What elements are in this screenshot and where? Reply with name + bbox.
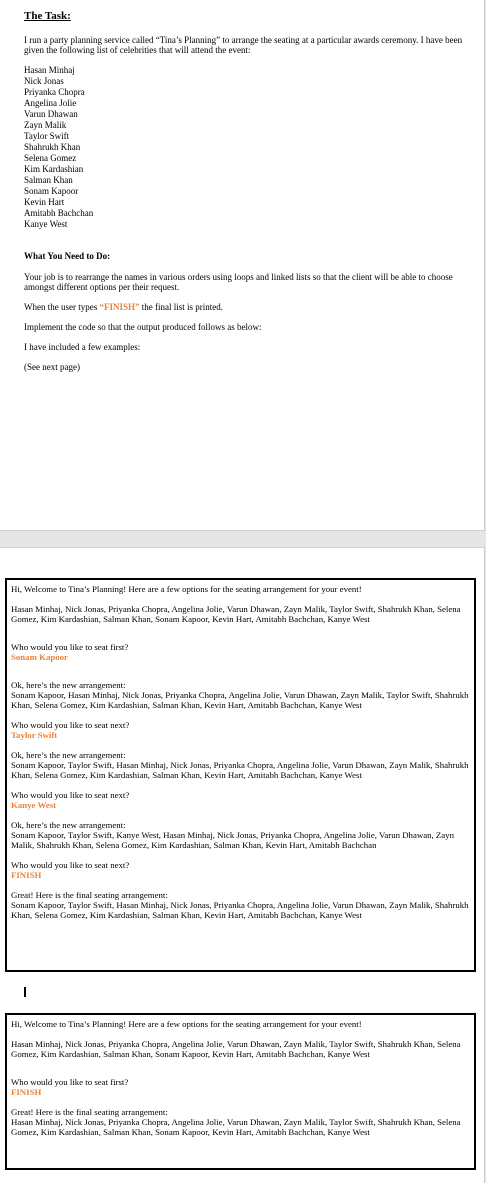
- examples-paragraph: I have included a few examples:: [24, 342, 141, 352]
- prompt-next: Who would you like to seat next?: [11, 860, 130, 870]
- see-next-page-note: (See next page): [24, 362, 80, 372]
- list-item: Sonam Kapoor: [24, 186, 79, 196]
- arrangement-label: Ok, here’s the new arrangement:: [11, 820, 126, 830]
- list-item: Varun Dhawan: [24, 109, 78, 119]
- list-item: Kevin Hart: [24, 197, 65, 207]
- intro-paragraph: I run a party planning service called “Tina’s Planning” to arrange the seating at a particular awards ceremony. I have been given the following list of celebrities that will attend the event:: [24, 35, 463, 55]
- arrangement-list: Sonam Kapoor, Taylor Swift, Kanye West, Hasan Minhaj, Nick Jonas, Priyanka Chopra, Angelina Jolie, Varun Dhawan, Zayn Malik, Shahrukh Khan, Selena Gomez, Kim Kardashian, Salman Khan, Kevin Hart, Amitabh Bachchan: [11, 830, 454, 850]
- list-item: Taylor Swift: [24, 131, 70, 141]
- user-input: Taylor Swift: [11, 730, 58, 740]
- job-paragraph: Your job is to rearrange the names in various orders using loops and linked lists so that the client will be able to choose amongst different options per their request.: [24, 272, 453, 292]
- list-item: Kim Kardashian: [24, 164, 84, 174]
- finish-paragraph: [24, 302, 464, 312]
- finish-text-pre: When the user types: [24, 302, 100, 312]
- list-item: Hasan Minhaj: [24, 65, 75, 75]
- list-item: Shahrukh Khan: [24, 142, 81, 152]
- text-cursor: [24, 987, 26, 997]
- user-input: Kanye West: [11, 800, 57, 810]
- prompt-first: Who would you like to seat first?: [11, 642, 129, 652]
- arrangement-list: Sonam Kapoor, Hasan Minhaj, Nick Jonas, Priyanka Chopra, Angelina Jolie, Varun Dhawan, Zayn Malik, Taylor Swift, Shahrukh Khan, Selena Gomez, Kim Kardashian, Salman Khan, Kevin Hart, Amitabh Bachchan, Kanye West: [11, 690, 469, 710]
- initial-list: Hasan Minhaj, Nick Jonas, Priyanka Chopra, Angelina Jolie, Varun Dhawan, Zayn Malik, Taylor Swift, Shahrukh Khan, Selena Gomez, Kim Kardashian, Salman Khan, Sonam Kapoor, Kevin Hart, Amitabh Bachchan, Kanye West: [11, 604, 461, 624]
- document-page-1: [0, 0, 485, 531]
- list-item: Selena Gomez: [24, 153, 77, 163]
- initial-list: Hasan Minhaj, Nick Jonas, Priyanka Chopra, Angelina Jolie, Varun Dhawan, Zayn Malik, Taylor Swift, Shahrukh Khan, Selena Gomez, Kim Kardashian, Salman Khan, Sonam Kapoor, Kevin Hart, Amitabh Bachchan, Kanye West: [11, 1039, 461, 1059]
- finish-text-post: the final list is printed.: [139, 302, 223, 312]
- list-item: Amitabh Bachchan: [24, 208, 94, 218]
- user-input: FINISH: [11, 870, 42, 880]
- task-title: The Task:: [24, 10, 71, 22]
- example-output-2: [5, 1013, 476, 1170]
- list-item: Zayn Malik: [24, 120, 67, 130]
- list-item: Priyanka Chopra: [24, 87, 85, 97]
- welcome-message: Hi, Welcome to Tina’s Planning! Here are a few options for the seating arrangement for your event!: [11, 584, 362, 594]
- final-list: Sonam Kapoor, Taylor Swift, Hasan Minhaj, Nick Jonas, Priyanka Chopra, Angelina Jolie, Varun Dhawan, Zayn Malik, Shahrukh Khan, Selena Gomez, Kim Kardashian, Salman Khan, Kevin Hart, Amitabh Bachchan, Kanye West: [11, 900, 469, 920]
- page-1-content: [24, 10, 464, 372]
- celebrity-list: [24, 65, 464, 230]
- final-label: Great! Here is the final seating arrangement:: [11, 890, 168, 900]
- finish-keyword: “FINISH”: [99, 302, 140, 312]
- section-heading: What You Need to Do:: [24, 251, 111, 261]
- prompt-first: Who would you like to seat first?: [11, 1077, 129, 1087]
- list-item: Kanye West: [24, 219, 68, 229]
- list-item: Nick Jonas: [24, 76, 64, 86]
- list-item: Angelina Jolie: [24, 98, 77, 108]
- final-list: Hasan Minhaj, Nick Jonas, Priyanka Chopra, Angelina Jolie, Varun Dhawan, Zayn Malik, Taylor Swift, Shahrukh Khan, Selena Gomez, Kim Kardashian, Salman Khan, Sonam Kapoor, Kevin Hart, Amitabh Bachchan, Kanye West: [11, 1117, 461, 1137]
- user-input: FINISH: [11, 1087, 42, 1097]
- implement-paragraph: Implement the code so that the output produced follows as below:: [24, 322, 262, 332]
- arrangement-list: Sonam Kapoor, Taylor Swift, Hasan Minhaj, Nick Jonas, Priyanka Chopra, Angelina Jolie, Varun Dhawan, Zayn Malik, Shahrukh Khan, Selena Gomez, Kim Kardashian, Salman Khan, Kevin Hart, Amitabh Bachchan, Kanye West: [11, 760, 469, 780]
- welcome-message: Hi, Welcome to Tina’s Planning! Here are a few options for the seating arrangement for your event!: [11, 1019, 362, 1029]
- arrangement-label: Ok, here’s the new arrangement:: [11, 750, 126, 760]
- prompt-next: Who would you like to seat next?: [11, 790, 130, 800]
- user-input: Sonam Kapoor: [11, 652, 68, 662]
- prompt-next: Who would you like to seat next?: [11, 720, 130, 730]
- arrangement-label: Ok, here’s the new arrangement:: [11, 680, 126, 690]
- list-item: Salman Khan: [24, 175, 73, 185]
- final-label: Great! Here is the final seating arrangement:: [11, 1107, 168, 1117]
- example-output-1: [5, 578, 476, 972]
